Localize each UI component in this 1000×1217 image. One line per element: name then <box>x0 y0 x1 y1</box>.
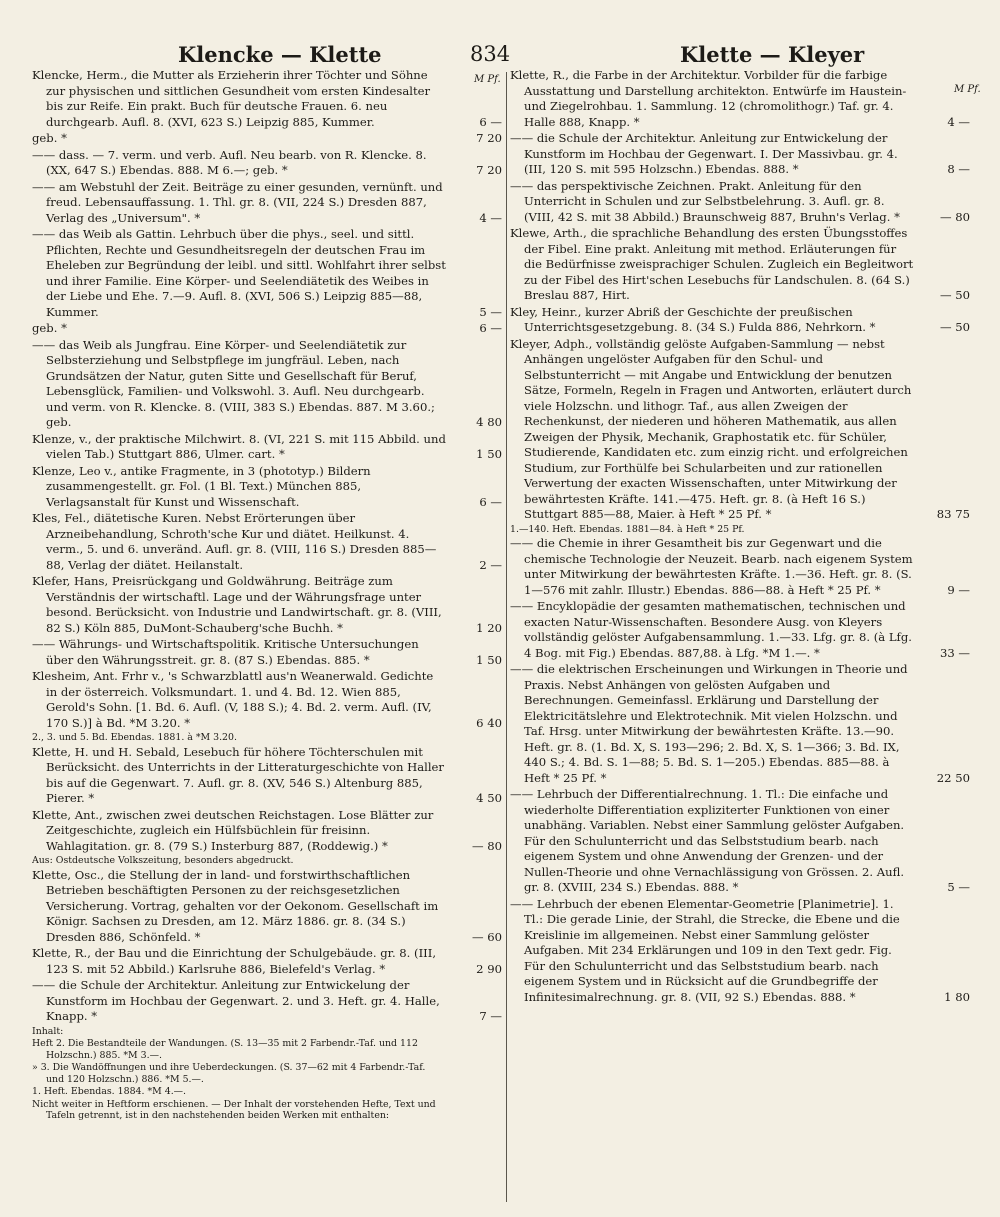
catalog-entry <box>32 511 502 573</box>
catalog-entry <box>32 745 502 807</box>
entry-price: 6 — <box>479 114 502 129</box>
entry-text: —— Währungs- und Wirtschaftspolitik. Kritische Untersuchungen über den Währungsstreit. gr. 8. (87 S.) Ebendas. 885. * <box>32 637 419 667</box>
entry-text: —— die elektrischen Erscheinungen und Wirkungen in Theorie und Praxis. Nebst Anhängen von gelösten Aufgaben und Berechnungen. Gemeinfassl. Erklärung und Darstellung der Elektricitätslehre und Elektrotechnik. Mit vielen Holzschn. und Taf. Hrsg. unter Mitwirkung der bewährtesten Kräfte. 13.—90. Heft. gr. 8. (1. Bd. X, S. 193—296; 2. Bd. X, S. 1—366; 3. Bd. IX, 440 S.; 4. Bd. S. 1—88; 5. Bd. S. 1—205.) Ebendas. 885—88. à Heft * 25 Pf. * <box>510 662 908 785</box>
catalog-entry <box>510 337 970 523</box>
entry-price: 6 — <box>479 321 502 335</box>
entry-price: 4 — <box>479 210 502 225</box>
price-unit-left: M Pf. <box>474 74 501 85</box>
entry-price: 1 20 <box>476 620 502 635</box>
entry-text: —— Encyklopädie der gesamten mathematischen, technischen und exacten Natur-Wissenschaften. Besondere Ausg. von Kleyers vollständig gelöster Aufgabensammlung. 1.—33. Lfg. gr. 8. (à Lfg. 4 Bog. mit Fig.) Ebendas. 887,88. à Lfg. *M 1.—. * <box>510 599 912 660</box>
right-column <box>510 68 970 1208</box>
catalog-entry <box>510 305 970 336</box>
entry-text: —— die Schule der Architektur. Anleitung zur Entwickelung der Kunstform im Hochbau der Gegenwart. I. Der Massivbau. gr. 4. (III, 120 S. mit 595 Holzschn.) Ebendas. 888. * <box>510 131 898 176</box>
catalog-entry <box>32 131 502 147</box>
footnote-line: Inhalt: <box>32 1025 64 1037</box>
catalog-entry <box>510 68 970 130</box>
entry-price: 5 — <box>947 880 970 894</box>
price-unit-right: M Pf. <box>954 84 981 95</box>
entry-price: 1 80 <box>944 989 970 1004</box>
entry-text: Aus: Ostdeutsche Volkszeitung, besonders abgedruckt. <box>32 855 294 866</box>
entry-text: —— die Chemie in ihrer Gesamtheit bis zur Gegenwart und die chemische Technologie der Neuzeit. Bearb. nach eigenem System unter Mitwirkung der bewährtesten Kräfte. 1.—36. Heft. gr. 8. (S. 1—576 mit zahlr. Illustr.) Ebendas. 886—88. à Heft * 25 Pf. * <box>510 536 913 597</box>
entry-price: — 80 <box>471 838 502 853</box>
footnote-line: Heft 2. Die Bestandteile der Wandungen. (S. 13—35 mit 2 Farbendr.-Taf. und 112 Holzschn.) 885. *M 3.—. <box>32 1038 418 1061</box>
entry-price: 2 90 <box>476 961 502 976</box>
catalog-entry <box>32 855 502 867</box>
entry-text: —— Lehrbuch der Differentialrechnung. 1. Tl.: Die einfache und wiederholte Differentiation expliziterter Funktionen von einer unabhäng. Variablen. Nebst einer Sammlung gelöster Aufgaben. Für den Schulunterricht und das Selbststudium bearb. nach eigenem System und ohne Anwendung der Grenzen- und der Nullen-Theorie und ohne Vernachlässigung von Grössen. 2. Aufl. gr. 8. (XVIII, 234 S.) Ebendas. 888. * <box>510 787 905 894</box>
catalog-entry <box>32 180 502 227</box>
entry-text: —— Lehrbuch der ebenen Elementar-Geometrie [Planimetrie]. 1. Tl.: Die gerade Linie, der Strahl, die Strecke, die Ebene und die Kreislinie im allgemeinen. Nebst einer Sammlung gelöster Aufgaben. Mit 234 Erklärungen und 109 in den Text gedr. Fig. Für den Schulunterricht und das Selbststudium bearb. nach eigenem System und in Rücksicht auf die Grundbegriffe der Infinitesimalrechnung. gr. 8. (VII, 92 S.) Ebendas. 888. * <box>510 896 900 1004</box>
entry-price: 6 40 <box>476 715 502 730</box>
catalog-entry <box>32 946 502 977</box>
entry-text: —— das Weib als Jungfrau. Eine Körper- und Seelendiätetik zur Selbsterziehung und Selbstpflege im jungfräul. Leben, nach Grundsätzen der Natur, guten Sitte und Gesellschaft für Beruf, Lebensglück, Familien- und Volkswohl. 3. Aufl. Neu durchgearb. und verm. von R. Klencke. 8. (VIII, 383 S.) Ebendas. 887. M 3.60.; geb. <box>32 337 435 429</box>
entry-text: Klenze, v., der praktische Milchwirt. 8. (VI, 221 S. mit 115 Abbild. und vielen Tab.) Stuttgart 886, Ulmer. cart. * <box>32 431 446 461</box>
entry-price: — 50 <box>939 288 970 302</box>
entry-text: geb. * <box>32 321 67 335</box>
running-head-left: Klencke — Klette <box>178 42 382 67</box>
left-column <box>32 68 502 1208</box>
catalog-entry <box>32 338 502 431</box>
footnote-line: Nicht weiter in Heftform erschienen. — Der Inhalt der vorstehenden Hefte, Text und Tafeln getrennt, ist in den nachstehenden beiden Werken mit enthalten: <box>32 1098 436 1121</box>
entry-price: 1 50 <box>476 447 502 461</box>
entry-price: — 50 <box>939 320 970 334</box>
entry-price: 83 75 <box>936 507 970 521</box>
entry-text: —— am Webstuhl der Zeit. Beiträge zu einer gesunden, vernünft. und freud. Lebensauffassung. 1. Thl. gr. 8. (VII, 224 S.) Dresden 887, Verlag des „Universum". * <box>32 179 443 225</box>
entry-price: 4 — <box>947 114 970 129</box>
entry-text: Kles, Fel., diätetische Kuren. Nebst Erörterungen über Arzneibehandlung, Schroth'sche Kur und diätet. Heilkunst. 4. verm., 5. und 6. unveränd. Aufl. gr. 8. (VIII, 116 S.) Dresden 885—88, Verlag der diätet. Heilanstalt. <box>32 511 437 572</box>
entry-price: 4 50 <box>476 791 502 805</box>
catalog-entry <box>32 464 502 511</box>
entry-price: — 60 <box>471 929 502 944</box>
entry-text: Klette, Ant., zwischen zwei deutschen Reichstagen. Lose Blätter zur Zeitgeschichte, zugleich ein Hülfsbüchlein für freisinn. Wahlagitation. gr. 8. (79 S.) Insterburg 887, (Roddewig.) * <box>32 807 434 853</box>
catalog-entry <box>510 599 970 661</box>
entry-price: 4 80 <box>476 415 502 429</box>
entry-text: Klette, Osc., die Stellung der in land- und forstwirthschaftlichen Betrieben beschäftigten Personen zu der reichsgesetzlichen Versicherung. Vortrag, gehalten vor der Oekonom. Gesellschaft im Königr. Sachsen zu Dresden, am 12. März 1886. gr. 8. (34 S.) Dresden 886, Schönfeld. * <box>32 867 439 944</box>
entry-text: Klette, H. und H. Sebald, Lesebuch für höhere Töchterschulen mit Berücksicht. des Unterrichts in der Litteraturgeschichte von Haller bis auf die Gegenwart. 7. Aufl. gr. 8. (XV, 546 S.) Altenburg 885, Pierer. * <box>32 744 444 805</box>
page-number: 834 <box>470 42 511 66</box>
entry-text: —— das perspektivische Zeichnen. Prakt. Anleitung für den Unterricht in Schulen und zur Selbstbelehrung. 3. Aufl. gr. 8. (VIII, 42 S. mit 38 Abbild.) Braunschweig 887, Bruhn's Verlag. * <box>510 178 900 224</box>
catalog-entry <box>32 432 502 463</box>
catalog-entry <box>32 68 502 130</box>
catalog-entry <box>32 978 502 1025</box>
entry-text: Klencke, Herm., die Mutter als Erzieherin ihrer Töchter und Söhne zur physischen und sittlichen Gesundheit vom ersten Kindesalter bis zur Reife. Ein prakt. Buch für deutsche Frauen. 6. neu durchgearb. Aufl. 8. (XVI, 623 S.) Leipzig 885, Kummer. <box>32 68 431 129</box>
entry-price: 6 — <box>479 494 502 509</box>
entry-text: Klewe, Arth., die sprachliche Behandlung des ersten Übungsstoffes der Fibel. Eine prakt. Anleitung mit method. Erläuterungen für die Bedürfnisse zweisprachiger Schulen. Zugleich ein Begleitwort zu der Fibel des Hirt'schen Lesebuchs für Landschulen. 8. (64 S.) Breslau 887, Hirt. <box>510 226 914 302</box>
entry-price: 1 50 <box>476 652 502 667</box>
entry-price: 8 — <box>947 162 970 176</box>
footnote-line: 1. Heft. Ebendas. 1884. *M 4.—. <box>32 1086 187 1097</box>
entry-text: Klette, R., der Bau und die Einrichtung der Schulgebäude. gr. 8. (III, 123 S. mit 52 Abbild.) Karlsruhe 886, Bielefeld's Verlag. * <box>32 946 437 976</box>
catalog-entry <box>510 179 970 226</box>
entry-price: 5 — <box>479 304 502 319</box>
entry-text: geb. * <box>32 131 67 145</box>
entry-price: 22 50 <box>936 770 970 785</box>
entry-text: Kleyer, Adph., vollständig gelöste Aufgaben-Sammlung — nebst Anhängen ungelöster Aufgaben für den Schul- und Selbstunterricht — mit Angabe und Entwicklung der benutzen Sätze, Formeln, Regeln in Fragen und Antworten, erläutert durch viele Holzschn. und lithogr. Taf., aus allen Zweigen der Rechenkunst, der niederen und höheren Mathematik, aus allen Zweigen der Physik, Mechanik, Graphostatik etc. für Schüler, Studierende, Kandidaten etc. zum einzig richt. und erfolgreichen Studium, zur Forthülfe bei Schularbeiten und zur rationellen Verwertung der exacten Wissenschaften, unter Mitwirkung der bewährtesten Kräfte. 141.—475. Heft. gr. 8. (à Heft 16 S.) Stuttgart 885—88, Maier. à Heft * 25 Pf. * <box>510 336 912 521</box>
catalog-entry <box>32 574 502 636</box>
catalog-entry <box>510 536 970 598</box>
catalog-entry <box>510 131 970 178</box>
catalog-entry <box>510 524 970 536</box>
catalog-entry <box>32 227 502 320</box>
running-head-right: Klette — Kleyer <box>680 42 865 67</box>
entry-text: 1.—140. Heft. Ebendas. 1881—84. à Heft * 25 Pf. <box>510 523 745 535</box>
catalog-entry <box>510 662 970 786</box>
entry-text: Kley, Heinr., kurzer Abriß der Geschichte der preußischen Unterrichtsgesetzgebung. 8. (34 S.) Fulda 886, Nehrkorn. * <box>510 304 876 334</box>
entry-price: 9 — <box>947 582 970 597</box>
entry-price: 7 20 <box>476 163 502 177</box>
entry-price: 7 20 <box>476 131 502 145</box>
catalog-entry <box>32 637 502 668</box>
entry-price: 7 — <box>479 1009 502 1023</box>
entry-text: Klefer, Hans, Preisrückgang und Goldwährung. Beiträge zum Verständnis der wirtschaftl. Lage und der Währungsfrage unter besond. Berücksicht. von Industrie und Landwirtschaft. gr. 8. (VIII, 82 S.) Köln 885, DuMont-Schauberg'sche Buchh. * <box>32 574 442 635</box>
entry-text: —— die Schule der Architektur. Anleitung zur Entwickelung der Kunstform im Hochbau der Gegenwart. 2. und 3. Heft. gr. 4. Halle, Knapp. * <box>32 978 440 1023</box>
entry-text: Klesheim, Ant. Frhr v., 's Schwarzblattl aus'n Weanerwald. Gedichte in der österreich. Volksmundart. 1. und 4. Bd. 12. Wien 885, Gerold's Sohn. [1. Bd. 6. Aufl. (V, 188 S.); 4. Bd. 2. verm. Aufl. (IV, 170 S.)] à Bd. *M 3.20. * <box>32 669 434 730</box>
entry-text: Klenze, Leo v., antike Fragmente, in 3 (phototyp.) Bildern zusammengestellt. gr. Fol. (1 Bl. Text.) München 885, Verlagsanstalt für Kunst und Wissenschaft. <box>32 463 371 509</box>
column-divider <box>506 72 507 1202</box>
catalog-entry <box>510 897 970 1006</box>
entry-price: — 80 <box>939 209 970 224</box>
catalog-entry <box>32 148 502 179</box>
entry-text: 2., 3. und 5. Bd. Ebendas. 1881. à *M 3.20. <box>32 732 237 743</box>
entry-text: Klette, R., die Farbe in der Architektur. Vorbilder für die farbige Ausstattung und Darstellung architekton. Entwürfe im Haustein- und Ziegelrohbau. 1. Sammlung. 12 (chromolithogr.) Taf. gr. 4. Halle 888, Knapp. * <box>510 68 907 129</box>
entry-text: —— das Weib als Gattin. Lehrbuch über die phys., seel. und sittl. Pflichten, Rechte und Gesundheitsregeln der deutschen Frau im Eheleben zur Begründung der leibl. und sittl. Wohlfahrt ihrer selbst und ihrer Familie. Eine Körper- und Seelendiätetik des Weibes in der Liebe und Ehe. 7.—9. Aufl. 8. (XVI, 506 S.) Leipzig 885—88, Kummer. <box>32 227 446 319</box>
footnote-line: » 3. Die Wandöffnungen und ihre Ueberdeckungen. (S. 37—62 mit 4 Farbendr.-Taf. und 120 Holzschn.) 886. *M 5.—. <box>32 1062 426 1085</box>
catalog-entry <box>510 787 970 896</box>
catalog-entry <box>32 669 502 731</box>
catalog-entry <box>32 321 502 337</box>
entry-price: 2 — <box>479 557 502 572</box>
catalog-entry <box>510 226 970 304</box>
catalog-entry <box>32 732 502 744</box>
entry-text: —— dass. — 7. verm. und verb. Aufl. Neu bearb. von R. Klencke. 8. (XX, 647 S.) Ebendas. 888. M 6.—; geb. * <box>32 147 427 177</box>
catalog-entry <box>32 808 502 855</box>
catalog-entry <box>32 868 502 946</box>
entry-price: 33 — <box>939 645 970 660</box>
